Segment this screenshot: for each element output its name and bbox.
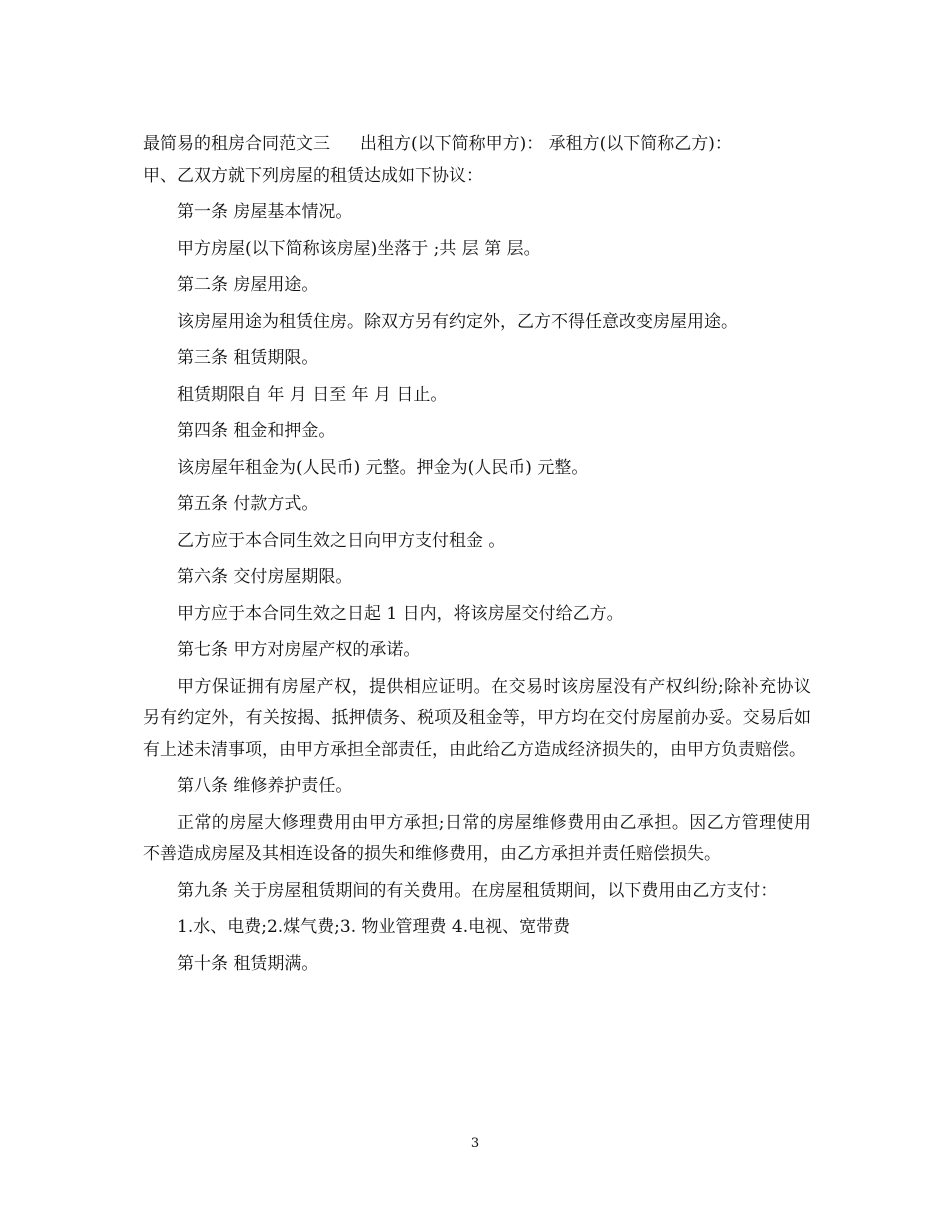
- article-3-text: 租赁期限自 年 月 日至 年 月 日止。: [177, 384, 448, 405]
- article-8-text: 正常的房屋大修理费用由甲方承担;日常的房屋维修费用由乙承担。因乙方管理使用不善造成房屋及其相连设备的损失和维修费用，由乙方承担并责任赔偿损失。: [143, 812, 811, 864]
- article-6-text: 甲方应于本合同生效之日起 1 日内，将该房屋交付给乙方。: [177, 603, 624, 624]
- article-2-heading: 第二条 房屋用途。: [177, 275, 319, 295]
- intro-paragraph: 甲、乙双方就下列房屋的租赁达成如下协议：: [143, 165, 483, 186]
- article-10-heading: 第十条 租赁期满。: [177, 953, 319, 974]
- article-3-heading: 第三条 租赁期限。: [177, 348, 319, 368]
- document-body: [143, 129, 811, 980]
- article-2-text: 该房屋用途为租赁住房。除双方另有约定外，乙方不得任意改变房屋用途。: [177, 311, 738, 332]
- article-5-text: 乙方应于本合同生效之日向甲方支付租金 。: [177, 530, 506, 551]
- article-4-text: 该房屋年租金为(人民币) 元整。押金为(人民币) 元整。: [177, 457, 589, 478]
- article-9-text: 第九条 关于房屋租赁期间的有关费用。在房屋租赁期间，以下费用由乙方支付：: [177, 880, 778, 901]
- article-4-heading: 第四条 租金和押金。: [177, 421, 336, 441]
- article-7-heading: 第七条 甲方对房屋产权的承诺。: [177, 640, 421, 660]
- article-5-heading: 第五条 付款方式。: [177, 494, 319, 514]
- document-title: 最简易的租房合同范文三: [143, 134, 330, 154]
- page-number: 3: [470, 1136, 480, 1151]
- article-1-heading: 第一条 房屋基本情况。: [177, 202, 353, 222]
- article-8-heading: 第八条 维修养护责任。: [177, 776, 353, 796]
- fee-list: 1.水、电费;2.煤气费;3. 物业管理费 4.电视、宽带费: [177, 917, 571, 937]
- lessee-label: 承租方(以下简称乙方)：: [548, 134, 732, 154]
- lessor-label: 出租方(以下简称甲方)：: [360, 134, 544, 154]
- article-1-text: 甲方房屋(以下简称该房屋)坐落于 ;共 层 第 层。: [177, 238, 541, 259]
- article-7-text: 甲方保证拥有房屋产权，提供相应证明。在交易时该房屋没有产权纠纷;除补充协议另有约定外，有关按揭、抵押债务、税项及租金等，甲方均在交付房屋前办妥。交易后如有上述未清事项，由甲方承担全部责任，由此给乙方造成经济损失的，由甲方负责赔偿。: [143, 676, 811, 760]
- article-6-heading: 第六条 交付房屋期限。: [177, 567, 353, 587]
- heading-line: [143, 129, 811, 161]
